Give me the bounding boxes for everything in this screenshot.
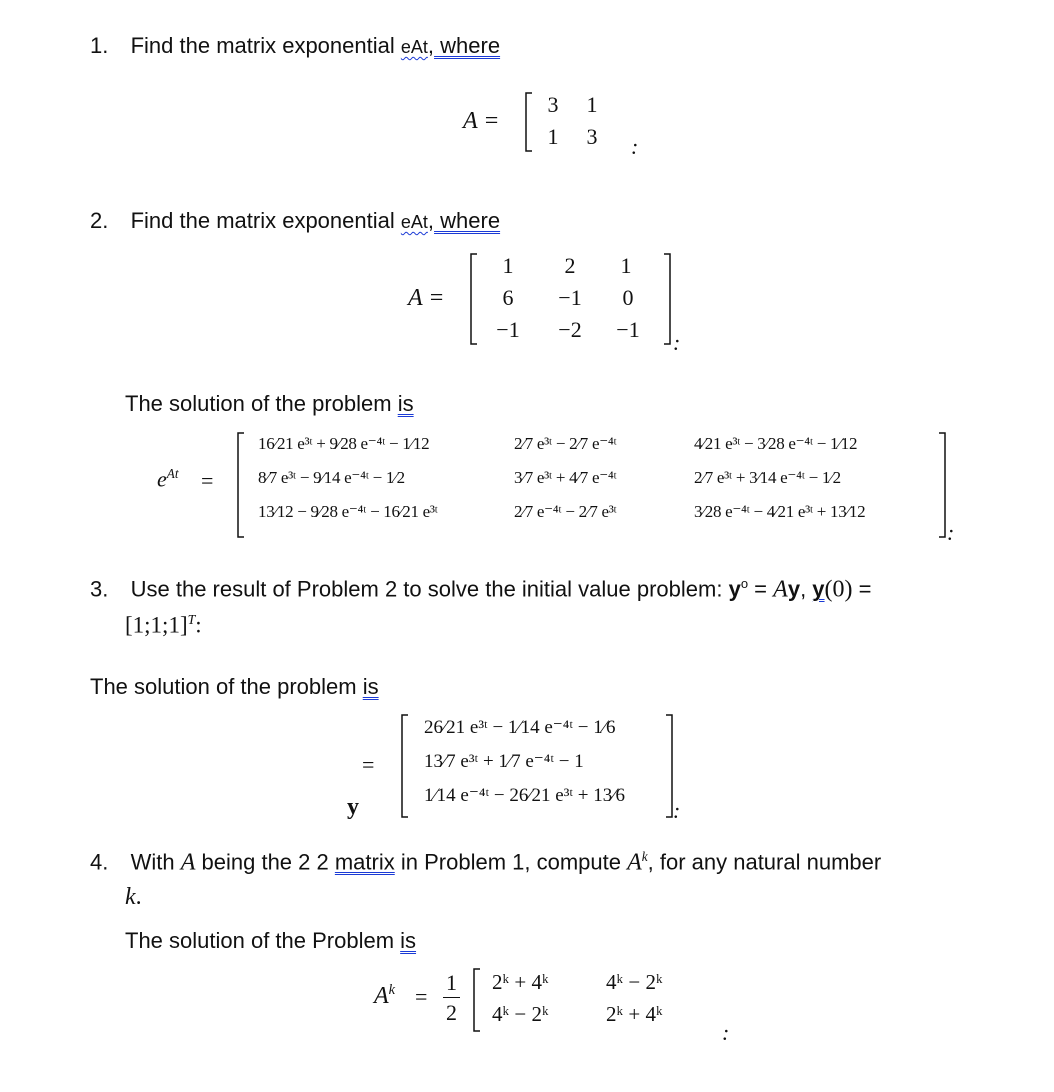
- problem-2-comma: ,: [427, 208, 435, 233]
- problem-1-end: :: [631, 134, 639, 159]
- problem-1-cell-11: 3: [586, 124, 598, 149]
- problem-4-solution-text: The solution of the Problem: [125, 928, 401, 953]
- problem-4-line2-end: .: [135, 884, 142, 910]
- problem-4-solution-is: is: [400, 928, 417, 953]
- problem-4-solution-label: [125, 928, 416, 954]
- problem-1-eat: eAt: [400, 37, 428, 57]
- problem-3-eq-equals2: =: [852, 576, 872, 602]
- problem-4-sol-frac-num: 1: [446, 970, 457, 995]
- problem-3-eq-comma: ,: [800, 576, 813, 602]
- problem-3-number: 3.: [90, 576, 109, 602]
- problem-3-transpose: T: [187, 612, 196, 627]
- problem-3-eq-y: y: [728, 576, 741, 602]
- problem-2-number: 2.: [90, 208, 109, 233]
- problem-4-sol-cell-10: 4ᵏ − 2ᵏ: [492, 1002, 549, 1026]
- problem-4-sol-frac-bar: [443, 997, 460, 998]
- problem-1-cell-00: 3: [547, 92, 559, 117]
- problem-4-sol-cell-01: 4ᵏ − 2ᵏ: [606, 970, 663, 994]
- problem-1-comma: ,: [427, 33, 435, 58]
- problem-2-left-bracket: [469, 253, 479, 345]
- problem-2-text: Find the matrix exponential: [130, 208, 401, 233]
- problem-4-sol-frac-den: 2: [446, 1000, 457, 1025]
- problem-2-cell-20: −1: [496, 317, 520, 342]
- problem-3-eq-A: A: [773, 576, 788, 603]
- problem-2-sol-cell-20: 13⁄12 − 9⁄28 e⁻⁴ᵗ − 16⁄21 e³ᵗ: [258, 502, 438, 521]
- problem-3-solution-is: is: [362, 674, 379, 699]
- problem-1-where: where: [434, 33, 501, 58]
- problem-2-sol-cell-12: 2⁄7 e³ᵗ + 3⁄14 e⁻⁴ᵗ − 1⁄2: [694, 468, 841, 487]
- problem-4-heading: [90, 849, 881, 876]
- problem-2-sol-sup: At: [166, 466, 179, 481]
- problem-2-cell-22: −1: [616, 317, 640, 342]
- problem-3-sol-row-0: 26⁄21 e³ᵗ − 1⁄14 e⁻⁴ᵗ − 1⁄6: [424, 717, 616, 738]
- problem-4-sol-equals: =: [415, 984, 428, 1009]
- problem-2-lhs: A =: [408, 285, 445, 311]
- problem-3-eq-y3: y: [812, 576, 825, 602]
- problem-2-solution-text: The solution of the problem: [125, 391, 398, 416]
- problem-2-solution-is: is: [397, 391, 414, 416]
- problem-4-text-mid2: in Problem 1, compute: [394, 849, 628, 875]
- problem-3-eq-zero: (0): [824, 576, 853, 603]
- problem-3-text: Use the result of Problem 2 to solve the initial value problem:: [130, 576, 729, 602]
- problem-4-text-mid: being the 2 2: [195, 849, 335, 875]
- problem-4-matrix-word: matrix: [334, 849, 395, 875]
- problem-2-cell-12: 0: [622, 285, 634, 310]
- problem-4-sol-cell-00: 2ᵏ + 4ᵏ: [492, 970, 549, 994]
- problem-2-sol-cell-00: 16⁄21 e³ᵗ + 9⁄28 e⁻⁴ᵗ − 1⁄12: [258, 434, 430, 453]
- problem-2-sol-lhs: [157, 466, 179, 492]
- problem-2-sol-cell-21: 2⁄7 e⁻⁴ᵗ − 2⁄7 e³ᵗ: [514, 502, 617, 521]
- problem-3-sol-equals: =: [362, 752, 375, 777]
- problem-4-text-with: With: [130, 849, 181, 875]
- problem-2-heading: [90, 208, 500, 234]
- problem-3-line2-end: :: [195, 612, 202, 638]
- problem-3-sol-left-bracket: [400, 714, 410, 818]
- problem-2-eat: eAt: [400, 212, 428, 232]
- problem-3-eq-equals: =: [748, 576, 774, 602]
- problem-2-sol-cell-10: 8⁄7 e³ᵗ − 9⁄14 e⁻⁴ᵗ − 1⁄2: [258, 468, 405, 487]
- problem-2-end: :: [673, 330, 681, 355]
- problem-4-Ak-sup: k: [641, 849, 648, 864]
- problem-3-line2: [125, 612, 202, 639]
- problem-2-sol-cell-22: 3⁄28 e⁻⁴ᵗ − 4⁄21 e³ᵗ + 13⁄12: [694, 502, 866, 521]
- problem-3-eq-prime: o: [740, 576, 749, 591]
- problem-2-right-bracket: [662, 253, 672, 345]
- problem-2-sol-end: :: [947, 520, 955, 545]
- problem-2-sol-cell-11: 3⁄7 e³ᵗ + 4⁄7 e⁻⁴ᵗ: [514, 468, 617, 487]
- problem-3-sol-y: y: [347, 794, 359, 820]
- problem-4-Ak: A: [627, 849, 642, 876]
- problem-2-sol-equals: =: [201, 468, 214, 493]
- problem-4-sol-cell-11: 2ᵏ + 4ᵏ: [606, 1002, 663, 1026]
- problem-1-cell-01: 1: [586, 92, 598, 117]
- problem-3-sol-row-2: 1⁄14 e⁻⁴ᵗ − 26⁄21 e³ᵗ + 13⁄6: [424, 785, 625, 806]
- problem-1-lhs: A =: [463, 108, 500, 134]
- problem-1-text: Find the matrix exponential: [130, 33, 401, 58]
- problem-1-left-bracket: [524, 92, 534, 152]
- problem-3-solution-label: [90, 674, 379, 700]
- problem-3-heading: [90, 576, 872, 603]
- problem-3-sol-row-1: 13⁄7 e³ᵗ + 1⁄7 e⁻⁴ᵗ − 1: [424, 751, 584, 772]
- problem-4-text-after: , for any natural number: [647, 849, 882, 875]
- problem-4-k: k: [125, 884, 136, 910]
- problem-4-A: A: [180, 849, 196, 876]
- problem-2-cell-21: −2: [558, 317, 582, 342]
- problem-3-initial-vector: [1;1;1]: [125, 612, 188, 638]
- problem-2-sol-right-bracket: [937, 432, 947, 538]
- problem-2-sol-cell-01: 2⁄7 e³ᵗ − 2⁄7 e⁻⁴ᵗ: [514, 434, 617, 453]
- problem-3-eq-y2: y: [787, 576, 801, 602]
- problem-1-heading: [90, 33, 500, 59]
- problem-3-sol-end: :: [673, 798, 681, 823]
- problem-2-cell-11: −1: [558, 285, 582, 310]
- problem-4-sol-lhs: [374, 982, 395, 1010]
- problem-1-number: 1.: [90, 33, 109, 58]
- problem-4-number: 4.: [90, 849, 109, 875]
- problem-2-sol-cell-02: 4⁄21 e³ᵗ − 3⁄28 e⁻⁴ᵗ − 1⁄12: [694, 434, 858, 453]
- problem-2-solution-label: [125, 391, 414, 417]
- problem-2-sol-e: e: [157, 466, 167, 492]
- problem-2-where: where: [434, 208, 501, 233]
- problem-2-cell-01: 2: [564, 253, 576, 278]
- problem-2-sol-left-bracket: [236, 432, 246, 538]
- problem-4-sol-left-bracket: [472, 968, 482, 1032]
- problem-2-cell-10: 6: [502, 285, 514, 310]
- problem-4-sol-k: k: [388, 982, 396, 998]
- problem-4-sol-end: :: [722, 1020, 730, 1045]
- problem-4-sol-A: A: [374, 983, 389, 1009]
- problem-4-line2: [125, 884, 142, 911]
- problem-1-cell-10: 1: [547, 124, 559, 149]
- problem-2-cell-00: 1: [502, 253, 514, 278]
- problem-3-solution-text: The solution of the problem: [90, 674, 363, 699]
- problem-2-cell-02: 1: [620, 253, 632, 278]
